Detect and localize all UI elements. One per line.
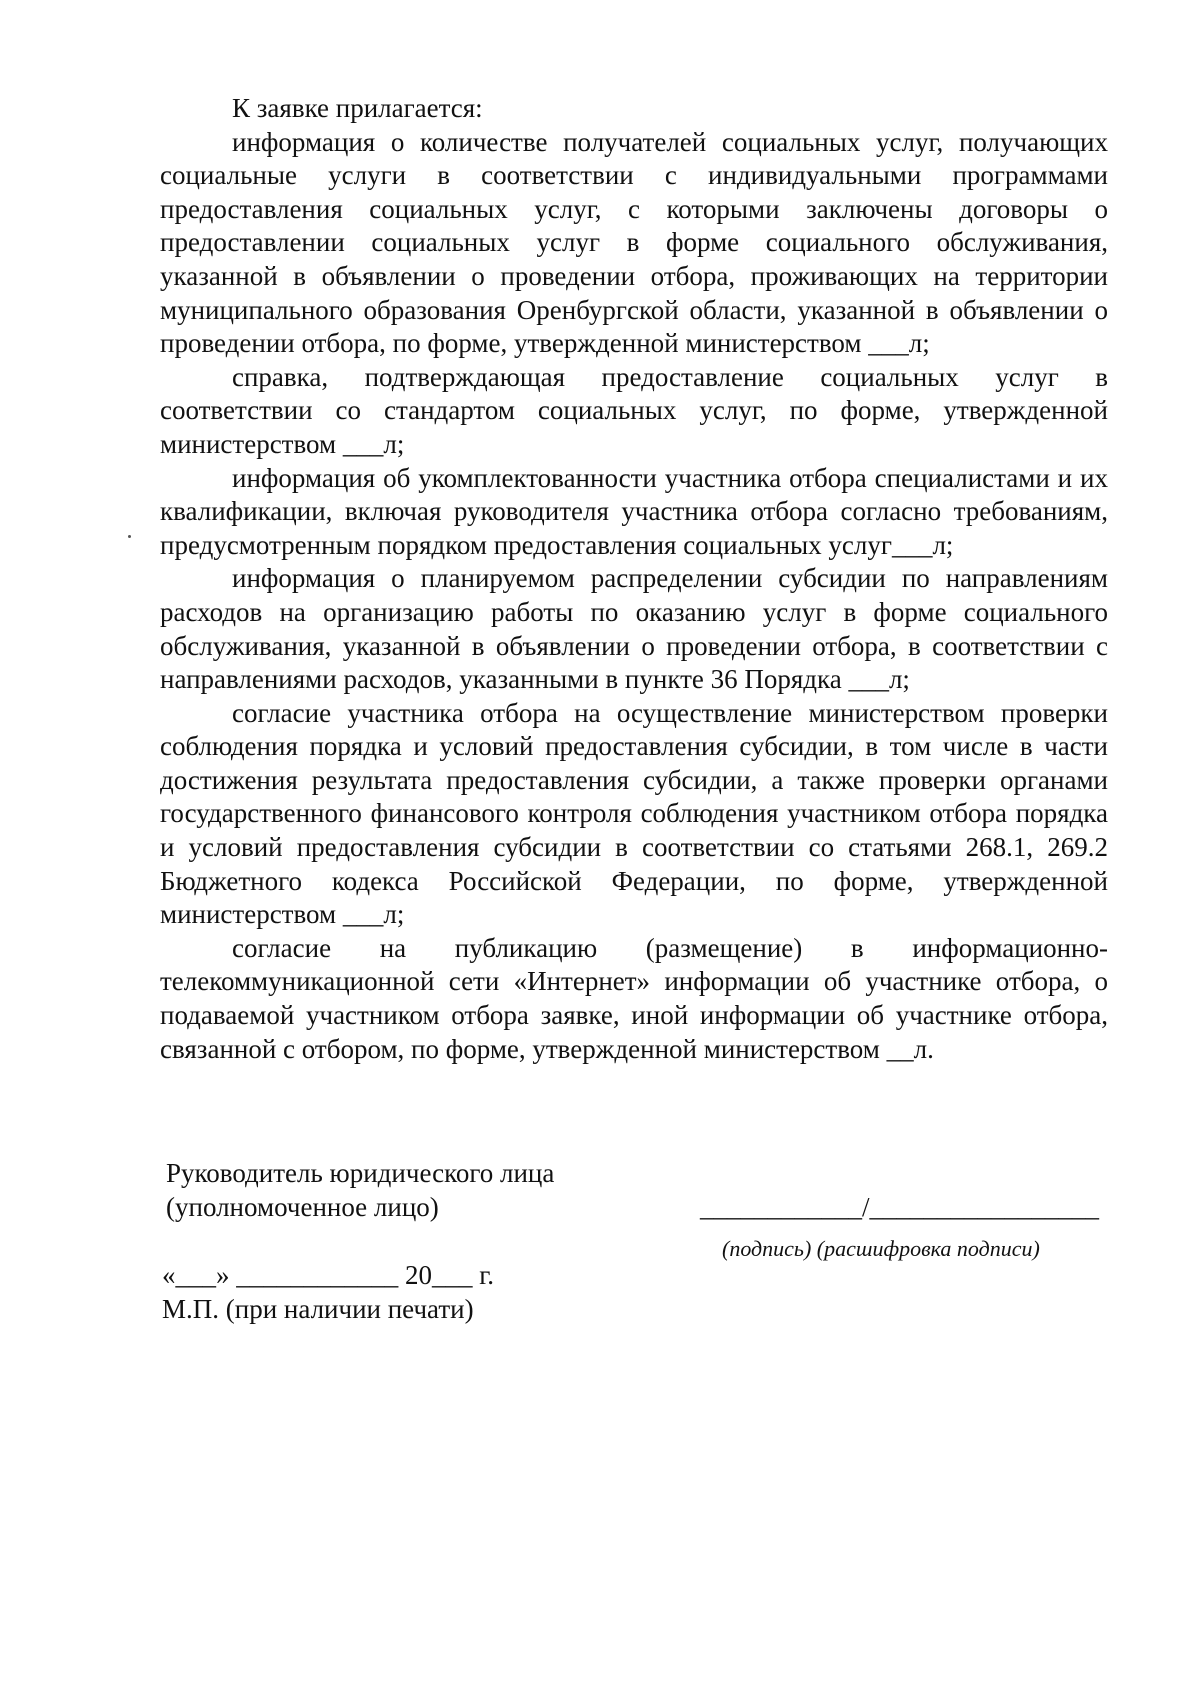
scan-speck [128,535,131,538]
attachment-item-audit-consent: согласие участника отбора на осуществление министерством проверки соблюдения порядка и условий предоставления субсидии, в том числе в части достижения результата предоставления субсидии, а также проверки органами государственного финансового контроля соблюдения участником отбора порядка и условий предоставления субсидии в соответствии со статьями 268.1, 269.2 Бюджетного кодекса Российской Федерации, по форме, утвержденной министерством ___л; [160,697,1108,930]
attachment-item-staffing-info: информация об укомплектованности участника отбора специалистами и их квалификации, включая руководителя участника отбора согласно требованиям, предусмотренным порядком предоставления социальных услуг___л; [160,462,1108,560]
signatory-role-line2: (уполномоченное лицо) [166,1192,439,1222]
signatory-role [166,1156,686,1224]
attachment-item-subsidy-distribution: информация о планируемом распределении субсидии по направлениям расходов на организацию работы по оказанию услуг в форме социального обслуживания, указанной в объявлении о проведении отбора, в соответствии с направлениями расходов, указанными в пункте 36 Порядка ___л; [160,563,1108,695]
signature-line: ____________/_________________ [700,1192,1100,1222]
attachment-item-standard-certificate: справка, подтверждающая предоставление социальных услуг в соответствии со стандартом социальных услуг, по форме, утвержденной министерством ___л; [160,361,1108,459]
attachments-heading: К заявке прилагается: [232,93,483,123]
signatory-role-line1: Руководитель юридического лица [166,1158,555,1188]
attachment-item-publication-consent: согласие на публикацию (размещение) в информационно-телекоммуникационной сети «Интернет» информации об участнике отбора, о подаваемой участником отбора заявке, иной информации об участнике отбора, связанной с отбором, по форме, утвержденной министерством __л. [160,932,1108,1064]
signature-caption: (подпись) (расшифровка подписи) [722,1236,1040,1261]
stamp-note: М.П. (при наличии печати) [162,1294,474,1324]
date-line: «___» ____________ 20___ г. [162,1260,495,1290]
attachments-section [160,92,1108,1066]
attachment-item-recipients-info: информация о количестве получателей социальных услуг, получающих социальные услуги в соответствии с индивидуальными программами предоставления социальных услуг, с которыми заключены договоры о предоставлении социальных услуг в форме социального обслуживания, указанной в объявлении о проведении отбора, проживающих на территории муниципального образования Оренбургской области, указанной в объявлении о проведении отбора, по форме, утвержденной министерством ___л; [160,126,1108,359]
